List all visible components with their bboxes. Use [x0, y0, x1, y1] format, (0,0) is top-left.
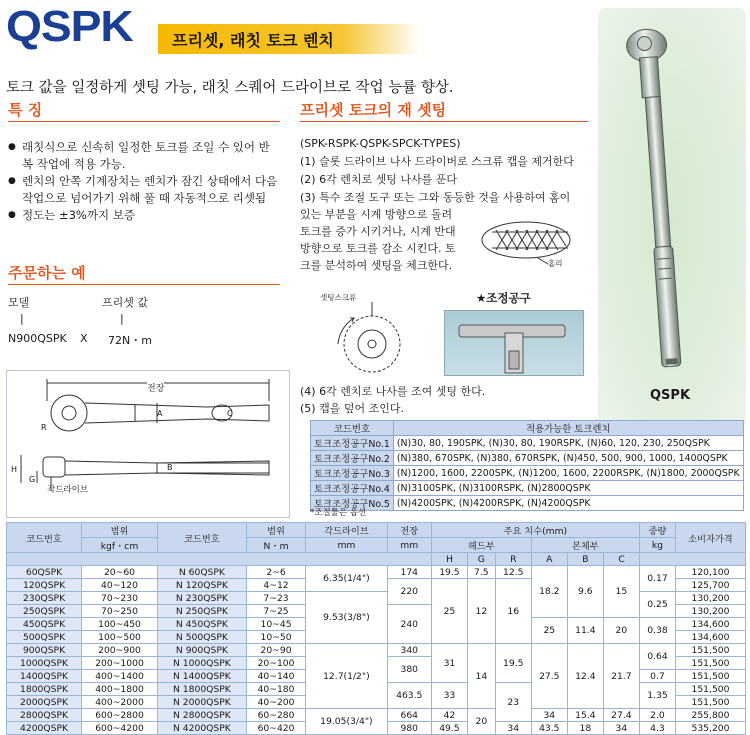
spec-header: 각드라이브 [306, 523, 387, 538]
photo-caption: QSPK [650, 388, 691, 403]
setting-screw-illustration [320, 293, 410, 378]
product-photo [598, 8, 746, 428]
spec-cell: 10~50 [246, 631, 305, 644]
spec-cell: 380 [387, 657, 431, 683]
reset-divider [300, 121, 588, 122]
spec-unit: kg [639, 538, 675, 553]
spec-cell: N 900QSPK [157, 644, 246, 657]
spec-cell: 2.0 [639, 709, 675, 722]
spec-cell: 100~500 [82, 631, 158, 644]
spec-cell: N 4200QSPK [157, 722, 246, 735]
spec-cell: 151,500 [675, 644, 745, 657]
spec-cell: 34 [603, 722, 639, 735]
reset-step: (3) 특수 조절 도구 또는 그와 동등한 것을 사용하여 홈이 [300, 191, 571, 204]
feature-item: ● 정도는 ±3%까지 보증 [8, 207, 278, 224]
order-tick: | [120, 312, 124, 325]
spec-cell: 220 [387, 579, 431, 605]
spec-cell: 151,500 [675, 696, 745, 709]
spec-cell: 7~25 [246, 605, 305, 618]
order-model: N900QSPK [8, 332, 67, 345]
spec-cell: 11.4 [567, 618, 603, 644]
spec-cell: 1000QSPK [7, 657, 82, 670]
spec-cell: 31 [431, 644, 467, 683]
spec-cell: 20~60 [82, 566, 158, 579]
spec-cell: 49.5 [431, 722, 467, 735]
spec-cell: 40~180 [246, 683, 305, 696]
spec-cell: 25 [431, 579, 467, 644]
spec-cell: 120QSPK [7, 579, 82, 592]
spec-cell: 7~23 [246, 592, 305, 605]
spec-cell: 18 [567, 722, 603, 735]
spec-cell: 0.64 [639, 644, 675, 670]
spec-cell: 400~1800 [82, 683, 158, 696]
table-cell: (N)380, 670SPK, (N)380, 670RSPK, (N)450, 500, 900, 1000, 1400QSPK [393, 451, 743, 466]
table-cell: 토크조정공구No.2 [311, 451, 394, 466]
spec-cell: 400~2000 [82, 696, 158, 709]
order-tick: | [20, 312, 24, 325]
table-row [311, 496, 744, 511]
spec-cell: 134,600 [675, 618, 745, 631]
spec-cell: 463.5 [387, 683, 431, 709]
spec-cell: 100~450 [82, 618, 158, 631]
spec-unit: mm [387, 538, 431, 553]
table-cell: (N)3100SPK, (N)3100RSPK, (N)2800QSPK [393, 481, 743, 496]
spec-cell: 15 [603, 566, 639, 618]
table-row [311, 436, 744, 451]
spec-cell: 20~90 [246, 644, 305, 657]
spec-cell: 2000QSPK [7, 696, 82, 709]
spec-cell: 20 [603, 618, 639, 644]
product-title: 프리셋, 래칫 토크 렌치 [158, 24, 420, 54]
spec-cell: 664 [387, 709, 431, 722]
features-divider [8, 121, 280, 122]
spec-cell: 980 [387, 722, 431, 735]
spec-dim-header: A [531, 553, 567, 566]
spec-header: 주요 치수(mm) [431, 523, 639, 538]
spec-cell: 40~200 [246, 696, 305, 709]
spec-cell: 900QSPK [7, 644, 82, 657]
spec-subgroup: 본체부 [531, 538, 639, 553]
spec-cell: 151,500 [675, 683, 745, 696]
reset-step: 토크를 증가 시키거나, 시계 반대 [300, 225, 456, 238]
spec-cell: 15.4 [567, 709, 603, 722]
spec-unit: mm [306, 538, 387, 553]
spec-cell: N 1400QSPK [157, 670, 246, 683]
spec-cell: N 2800QSPK [157, 709, 246, 722]
spec-cell: 230QSPK [7, 592, 82, 605]
spec-cell: 2800QSPK [7, 709, 82, 722]
table-cell: (N)4200SPK, (N)4200RSPK, (N)4200QSPK [393, 496, 743, 511]
table-header: 적용가능한 토크렌치 [393, 421, 743, 436]
spec-cell: 34 [531, 709, 567, 722]
table-cell: 토크조정공구No.4 [311, 481, 394, 496]
brand-logo: QSPK [6, 2, 133, 51]
spec-cell: 151,500 [675, 670, 745, 683]
spec-cell: 134,600 [675, 631, 745, 644]
spec-header: 전장 [387, 523, 431, 538]
spec-cell: 600~2800 [82, 709, 158, 722]
table-row [311, 451, 744, 466]
spec-cell: 70~250 [82, 605, 158, 618]
spec-cell: 4200QSPK [7, 722, 82, 735]
spec-cell: 10~45 [246, 618, 305, 631]
spec-cell: 60QSPK [7, 566, 82, 579]
features-heading: 특 징 [8, 101, 43, 119]
spec-cell: 12.7(1/2") [306, 644, 387, 709]
spec-cell: 200~1000 [82, 657, 158, 670]
table-header: 코드번호 [311, 421, 394, 436]
spec-cell: N 250QSPK [157, 605, 246, 618]
spec-cell: 7.5 [467, 566, 495, 579]
spec-cell: 27.5 [531, 644, 567, 709]
order-model-label: 모델 [8, 296, 30, 309]
technical-drawing [6, 370, 290, 518]
length-label: 전장 [147, 381, 164, 394]
spec-cell: 4.3 [639, 722, 675, 735]
spec-header: 소비자가격 [675, 523, 745, 553]
spec-cell: 250QSPK [7, 605, 82, 618]
table-row [311, 466, 744, 481]
dim-r: R [41, 423, 47, 432]
feature-item: ● 래칫식으로 신속히 일정한 토크를 조일 수 있어 반복 작업에 적용 가능. [8, 139, 278, 173]
spec-cell: 12.5 [495, 566, 531, 579]
reset-step: 방향으로 토크를 감소 시킨다. 토 [300, 242, 456, 255]
tool-photo [444, 310, 584, 376]
spec-cell: N 60QSPK [157, 566, 246, 579]
order-times: X [80, 332, 88, 345]
spec-row [7, 566, 746, 579]
spec-cell: 12 [467, 579, 495, 644]
table-cell: 토크조정공구No.5 [311, 496, 394, 511]
spec-cell: 18.2 [531, 566, 567, 618]
spec-cell: 130,200 [675, 605, 745, 618]
spec-cell: 120,100 [675, 566, 745, 579]
tool-label: ★조정공구 [476, 291, 531, 305]
spec-cell: 42 [431, 709, 467, 722]
spec-dim-header: B [567, 553, 603, 566]
spec-cell: 151,500 [675, 657, 745, 670]
table-cell: 토크조정공구No.3 [311, 466, 394, 481]
order-preset-label: 프리셋 값 [102, 296, 149, 309]
spec-cell: 1800QSPK [7, 683, 82, 696]
spec-cell: 25 [531, 618, 567, 644]
features-list [8, 139, 278, 224]
spec-cell: 0.7 [639, 670, 675, 683]
drive-label: 각드라이브 [47, 485, 89, 495]
table-note: *조절툴은 옵션 [310, 508, 367, 518]
spec-header: 중량 [639, 523, 675, 538]
spec-cell: 0.38 [639, 618, 675, 644]
spec-cell: 6.35(1/4") [306, 566, 387, 592]
spec-cell: 130,200 [675, 592, 745, 605]
reset-step: (1) 슬롯 드라이브 나사 드라이버로 스크류 캡을 제거한다 [300, 155, 574, 168]
spec-cell: 9.53(3/8") [306, 592, 387, 644]
spec-cell: 600~4200 [82, 722, 158, 735]
spec-header: 코드번호 [157, 523, 246, 553]
spec-header: 코드번호 [7, 523, 82, 553]
table-cell: 토크조정공구No.1 [311, 436, 394, 451]
spec-cell: N 120QSPK [157, 579, 246, 592]
spec-cell: 340 [387, 644, 431, 657]
dim-b: B [167, 463, 173, 472]
tagline: 토크 값을 일정하게 셋팅 가능, 래칫 스퀘어 드라이브로 작업 능률 향상. [6, 80, 454, 96]
spec-cell: 1.35 [639, 683, 675, 709]
reset-step: 크를 분석하여 셋팅을 체크한다. [300, 259, 453, 272]
spec-cell: 21.7 [603, 644, 639, 709]
spec-dim-header: R [495, 553, 531, 566]
spec-cell: 12.4 [567, 644, 603, 709]
spec-dim-header: C [603, 553, 639, 566]
spec-dim-header: H [431, 553, 467, 566]
spec-cell: 4~12 [246, 579, 305, 592]
spec-cell: N 500QSPK [157, 631, 246, 644]
spec-row [7, 644, 746, 657]
reset-types: (SPK-RSPK-QSPK-SPCK-TYPES) [300, 137, 461, 150]
spec-cell: 174 [387, 566, 431, 579]
spec-dim-header: G [467, 553, 495, 566]
spec-cell: 200~900 [82, 644, 158, 657]
spec-cell: 60~280 [246, 709, 305, 722]
spec-cell: 19.5 [495, 644, 531, 683]
order-heading: 주문하는 예 [8, 264, 86, 282]
spec-cell: 0.25 [639, 592, 675, 618]
spec-cell: 535,200 [675, 722, 745, 735]
spec-cell: 20~100 [246, 657, 305, 670]
feature-item: ● 렌치의 안쪽 기계장치는 렌치가 잠긴 상태에서 다음 작업으로 넘어가기 위해 풀 때 자동적으로 리셋됨 [8, 173, 278, 207]
screw-label: 셋팅스크류 [320, 293, 357, 302]
order-divider [8, 284, 280, 285]
spec-cell: 34 [495, 722, 531, 735]
order-value: 72N・m [108, 334, 152, 347]
spec-cell: 450QSPK [7, 618, 82, 631]
reset-step: (4) 6각 렌치로 나사를 조여 셋팅 한다. [300, 385, 486, 398]
spec-cell: N 2000QSPK [157, 696, 246, 709]
spec-cell: 240 [387, 605, 431, 644]
reset-heading: 프리셋 토크의 재 셋팅 [300, 101, 447, 119]
spec-cell: 23 [495, 683, 531, 722]
spec-cell: 19.5 [431, 566, 467, 579]
spec-cell: 40~140 [246, 670, 305, 683]
spec-cell: 20 [467, 709, 495, 735]
spec-cell: 14 [467, 644, 495, 709]
spec-cell: N 230QSPK [157, 592, 246, 605]
spec-cell: 255,800 [675, 709, 745, 722]
spec-header: 범위 [246, 523, 305, 538]
spec-cell: 33 [431, 683, 467, 709]
spec-cell: 125,700 [675, 579, 745, 592]
table-row [311, 481, 744, 496]
tool-compatibility-table [310, 420, 744, 511]
spec-cell: 0.17 [639, 566, 675, 592]
spec-cell: 2~6 [246, 566, 305, 579]
reset-step: (2) 6각 렌치로 셋팅 나사를 푼다 [300, 173, 457, 186]
groove-label: 홈리 [548, 259, 563, 268]
spec-cell: 60~420 [246, 722, 305, 735]
table-cell: (N)30, 80, 190SPK, (N)30, 80, 190RSPK, (N)60, 120, 230, 250QSPK [393, 436, 743, 451]
spec-cell: 70~230 [82, 592, 158, 605]
spec-unit: N・m [246, 538, 305, 553]
spec-cell: 9.6 [567, 566, 603, 618]
dim-h: H [11, 465, 18, 474]
reset-step: (5) 캡을 덮어 조인다. [300, 402, 404, 415]
spec-header: 범위 [82, 523, 158, 538]
reset-step: 있는 부분을 시계 방향으로 돌려 [300, 208, 453, 221]
table-cell: (N)1200, 1600, 2200SPK, (N)1200, 1600, 2200RSPK, (N)1800, 2000QSPK [393, 466, 743, 481]
spec-cell: N 1000QSPK [157, 657, 246, 670]
spec-table [6, 522, 746, 735]
spec-cell: 40~120 [82, 579, 158, 592]
spec-cell: 43.5 [531, 722, 567, 735]
dim-g: G [29, 475, 36, 484]
spec-cell: 27.4 [603, 709, 639, 722]
spec-subgroup: 헤드부 [431, 538, 531, 553]
spec-cell: N 1800QSPK [157, 683, 246, 696]
spec-cell: 500QSPK [7, 631, 82, 644]
spec-cell: 19.05(3/4") [306, 709, 387, 735]
dim-c: C [227, 409, 233, 418]
spec-cell: 16 [495, 579, 531, 644]
dim-a: A [157, 409, 163, 418]
spec-cell: 400~1400 [82, 670, 158, 683]
knurl-illustration [478, 212, 588, 270]
spec-unit: kgf・cm [82, 538, 158, 553]
spec-cell: 1400QSPK [7, 670, 82, 683]
spec-cell: N 450QSPK [157, 618, 246, 631]
